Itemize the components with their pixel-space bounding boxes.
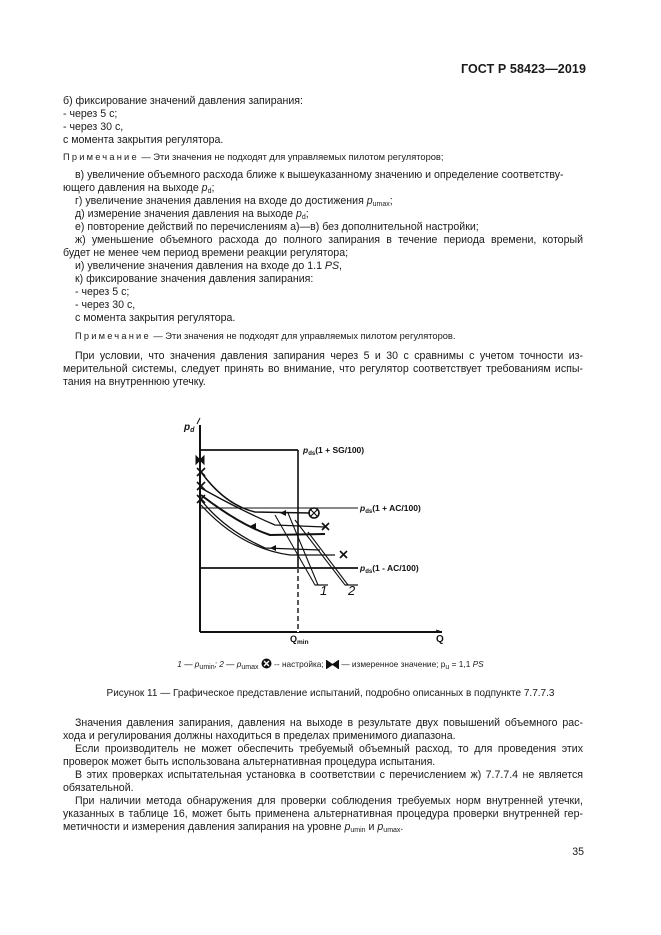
symbol: p	[201, 182, 208, 194]
text: метичности и измерения давления запирания на уровне	[63, 821, 345, 833]
text: и	[365, 821, 378, 833]
symbol: PS	[324, 260, 340, 272]
page-number: 35	[572, 846, 584, 858]
paragraph-line: При наличии метода обнаружения для проверки соблюдения требуемых норм внутренней утечки,	[75, 795, 583, 807]
paragraph-line: хода и регулирования должны находиться в пределах применимого диапазона.	[63, 730, 456, 742]
curve-label-2: 2	[348, 583, 356, 598]
bowtie-icon	[326, 660, 339, 671]
figure-caption: Рисунок 11 — Графическое представление испытаний, подробно описанных в подпункте 7.7.7.3	[106, 688, 555, 699]
text: = 1,1	[449, 659, 473, 669]
paragraph-line: обязательной.	[63, 782, 134, 794]
legend-item-2: ; 2 — p	[214, 659, 242, 669]
list-dash: - через 5 с;	[63, 108, 118, 120]
list-item-e: е) повторение действий по перечислениям а)—в) без дополнительной настройки;	[75, 221, 479, 233]
axis-label-pd: $p_d$	[184, 422, 195, 434]
legend-measured: — измеренное значение; p	[341, 659, 446, 669]
subscript: umin	[350, 827, 366, 834]
figure-legend	[0, 658, 661, 671]
label-ac-plus: $p_{ds}(1 + AC/100)$	[360, 503, 421, 515]
note	[75, 330, 455, 343]
list-item-d	[75, 208, 309, 221]
list-item-v-cont	[63, 182, 214, 195]
note-label: Примечание	[63, 152, 139, 162]
list-item-b: б) фиксирование значений давления запирания:	[63, 95, 303, 107]
list-item-v	[75, 169, 564, 182]
list-tail: с момента закрытия регулятора.	[63, 134, 224, 146]
symbol: p	[366, 195, 373, 207]
list-dash: - через 30 с,	[75, 299, 136, 311]
list-item-zh-cont: будет не менее чем период времени реакции регулятора;	[63, 247, 349, 259]
list-item-i	[75, 260, 342, 273]
symbol: p	[344, 821, 351, 833]
text: ;	[389, 195, 393, 207]
paragraph-line: В этих проверках испытательная установка в соответствии с перечислением ж) 7.7.7.4 не является	[75, 769, 583, 781]
text: ,	[339, 260, 342, 272]
note-label: Примечание	[75, 331, 151, 341]
note	[63, 151, 443, 164]
figure-chart	[170, 410, 460, 650]
label-sg: $p_{ds}(1 + SG/100)$	[303, 445, 365, 457]
subscript: d	[207, 188, 212, 195]
subscript: u	[445, 664, 450, 671]
text: ющего давления на выходе	[63, 182, 202, 194]
note-text: — Эти значения не подходят для управляемых пилотом регуляторов.	[150, 331, 456, 341]
list-dash: - через 30 с,	[63, 121, 124, 133]
text: г) увеличение значения давления на входе до достижения	[75, 195, 367, 207]
doc-header-code: ГОСТ Р 58423—2019	[460, 62, 586, 76]
legend-setting: -- настройка;	[274, 659, 324, 669]
note-text: — Эти значения не подходят для управляемых пилотом регуляторов;	[138, 152, 444, 162]
list-item-k: к) фиксирование значения давления запирания:	[75, 273, 314, 285]
subscript: umax	[383, 827, 401, 834]
text: в) увеличение объемного расхода ближе к вышеуказанному значению и определение соответству-	[75, 169, 564, 181]
text: .	[400, 821, 404, 833]
text: ;	[305, 208, 309, 220]
curve-label-1: 1	[320, 583, 328, 598]
circle-x-icon	[261, 658, 272, 671]
text: и) увеличение значения давления на входе до 1.1	[75, 260, 325, 272]
paragraph-line: проверок может быть использована альтернативная процедура испытания.	[63, 756, 436, 768]
paragraph-line: тания на внутреннюю утечку.	[63, 376, 206, 388]
axis-label-q: Q	[436, 634, 444, 645]
symbol: PS	[472, 659, 484, 669]
paragraph-line: При условии, что значения давления запирания через 5 и 30 с сравнимы с учетом точности из-	[75, 350, 583, 362]
paragraph-line: мерительной системы, следует принять во внимание, что регулятор соответствует требованиям испы-	[63, 363, 583, 375]
paragraph-line: указанных в таблице 16, может быть применена альтернативная процедура проверки внутренней гер-	[63, 808, 583, 820]
paragraph-line	[63, 821, 403, 834]
text: д) измерение значения давления на выходе	[75, 208, 296, 220]
subscript: umax	[241, 664, 259, 671]
list-item-zh: ж) уменьшение объемного расхода до полного запирания в течение периода времени, который	[75, 234, 583, 246]
x-marker-qmin: $Q_{min}$	[290, 634, 309, 646]
subscript: umax	[372, 201, 390, 208]
symbol: p	[295, 208, 302, 220]
legend-item-1: 1 — p	[177, 659, 200, 669]
list-tail: с момента закрытия регулятора.	[75, 312, 236, 324]
list-dash: - через 5 с;	[75, 286, 130, 298]
symbol: p	[377, 821, 384, 833]
subscript: d	[301, 214, 306, 221]
text: ;	[211, 182, 215, 194]
label-ac-minus: $p_{ds}(1 - AC/100)$	[360, 563, 419, 575]
subscript: umin	[199, 664, 215, 671]
list-item-g	[75, 195, 393, 208]
paragraph-line: Если производитель не может обеспечить требуемый объемный расход, то для проведения этих	[75, 743, 583, 755]
paragraph-line: Значения давления запирания, давления на выходе в результате двух повышений объемного рас-	[75, 717, 583, 729]
